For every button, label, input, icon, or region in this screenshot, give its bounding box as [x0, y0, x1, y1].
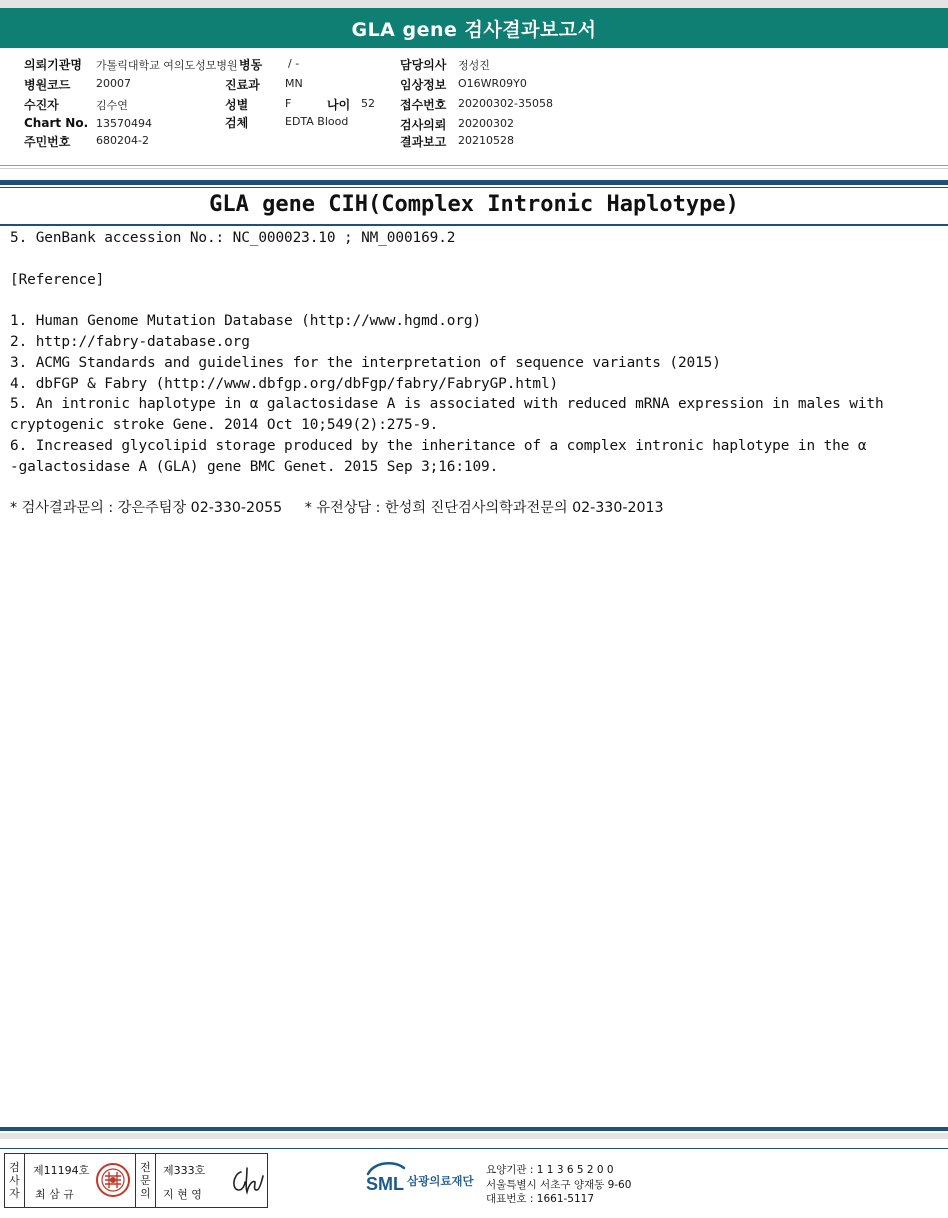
phone: 대표번호 : 1661-5117: [486, 1193, 595, 1205]
patient-info-panel: [0, 48, 948, 168]
foundation-name: 삼광의료재단: [407, 1174, 474, 1188]
clinical-label: 임상정보: [400, 78, 447, 92]
id-label: 주민번호: [24, 135, 71, 149]
footer-rule: [0, 1148, 948, 1149]
reference-item: 1. Human Genome Mutation Database (http://www.hgmd.org): [10, 313, 482, 330]
specialist-license: 제333호: [163, 1164, 206, 1177]
doctor-label: 담당의사: [400, 58, 447, 72]
sex-label: 성별: [225, 98, 249, 112]
report-date-label: 결과보고: [400, 135, 447, 149]
reference-heading: [Reference]: [10, 271, 105, 288]
id-value: 680204-2: [96, 134, 149, 147]
reference-item-cont: cryptogenic stroke Gene. 2014 Oct 10;549(2):275-9.: [10, 417, 439, 434]
hospital-code-value: 20007: [96, 77, 131, 90]
reference-item: 3. ACMG Standards and guidelines for the interpretation of sequence variants (2015): [10, 354, 721, 371]
specimen-value: EDTA Blood: [285, 115, 349, 128]
divider: [0, 165, 948, 166]
request-date-label: 검사의뢰: [400, 118, 447, 132]
examiner-label: 검 사 자: [5, 1154, 25, 1207]
reference-item: 4. dbFGP & Fabry (http://www.dbfgp.org/dbFgp/fabry/FabryGP.html): [10, 375, 559, 392]
reference-item: 5. An intronic haplotype in α galactosidase A is associated with reduced mRNA expression in males with: [10, 396, 884, 413]
department-value: MN: [285, 77, 303, 90]
accession-line: 5. GenBank accession No.: NC_000023.10 ; NM_000169.2: [10, 230, 456, 246]
reference-item: 6. Increased glycolipid storage produced by the inheritance of a complex intronic haplotype in the α: [10, 437, 867, 454]
reference-item-cont: -galactosidase A (GLA) gene BMC Genet. 2015 Sep 3;16:109.: [10, 458, 499, 475]
chart-value: 13570494: [96, 117, 152, 130]
section-rule: [0, 187, 948, 188]
sex-value: F: [285, 97, 292, 110]
requester-label: 의뢰기관명: [24, 58, 82, 72]
patient-value: 김수연: [96, 99, 128, 112]
clinical-value: O16WR09Y0: [458, 77, 527, 90]
reference-item: 2. http://fabry-database.org: [10, 333, 250, 350]
svg-text:SML: SML: [366, 1174, 404, 1194]
age-value: 52: [361, 97, 375, 110]
divider: [0, 168, 948, 169]
specimen-label: 검체: [225, 116, 249, 130]
section-title: GLA gene CIH(Complex Intronic Haplotype): [209, 192, 739, 217]
patient-label: 수진자: [24, 98, 59, 112]
department-label: 진료과: [225, 78, 260, 92]
age-label: 나이: [327, 98, 351, 112]
receipt-value: 20200302-35058: [458, 97, 553, 110]
specialist-name: 지 현 영: [163, 1188, 202, 1201]
contact-line: * 검사결과문의 : 강은주팀장 02-330-2055 * 유전상담 : 한성희 진단검사의학과전문의 02-330-2013: [10, 500, 664, 517]
receipt-label: 접수번호: [400, 98, 447, 112]
official-seal-icon: [95, 1162, 131, 1198]
care-code: 요양기관 : 1 1 3 6 5 2 0 0: [486, 1164, 614, 1176]
report-date-value: 20210528: [458, 134, 514, 147]
top-strip: [0, 0, 948, 8]
chart-label: Chart No.: [24, 116, 89, 130]
report-title: GLA gene 검사결과보고서: [0, 8, 948, 48]
footer-rule: [0, 1133, 948, 1139]
signature-icon: [229, 1164, 265, 1198]
footer-rule: [0, 1127, 948, 1131]
section-rule: [0, 180, 948, 185]
examiner-license: 제11194호: [33, 1164, 90, 1177]
ward-value: / -: [288, 57, 300, 70]
requester-value: 가톨릭대학교 여의도성모병원: [96, 59, 238, 72]
address: 서울특별시 서초구 양재동 9-60: [486, 1179, 632, 1191]
specialist-label: 전 문 의: [136, 1154, 156, 1207]
report-body: [10, 228, 940, 519]
section-rule: [0, 224, 948, 226]
signature-box: [4, 1153, 268, 1208]
hospital-code-label: 병원코드: [24, 78, 71, 92]
request-date-value: 20200302: [458, 117, 514, 130]
examiner-name: 최 삼 규: [35, 1188, 74, 1201]
doctor-value: 정성진: [458, 59, 490, 72]
ward-label: 병동: [239, 58, 263, 72]
